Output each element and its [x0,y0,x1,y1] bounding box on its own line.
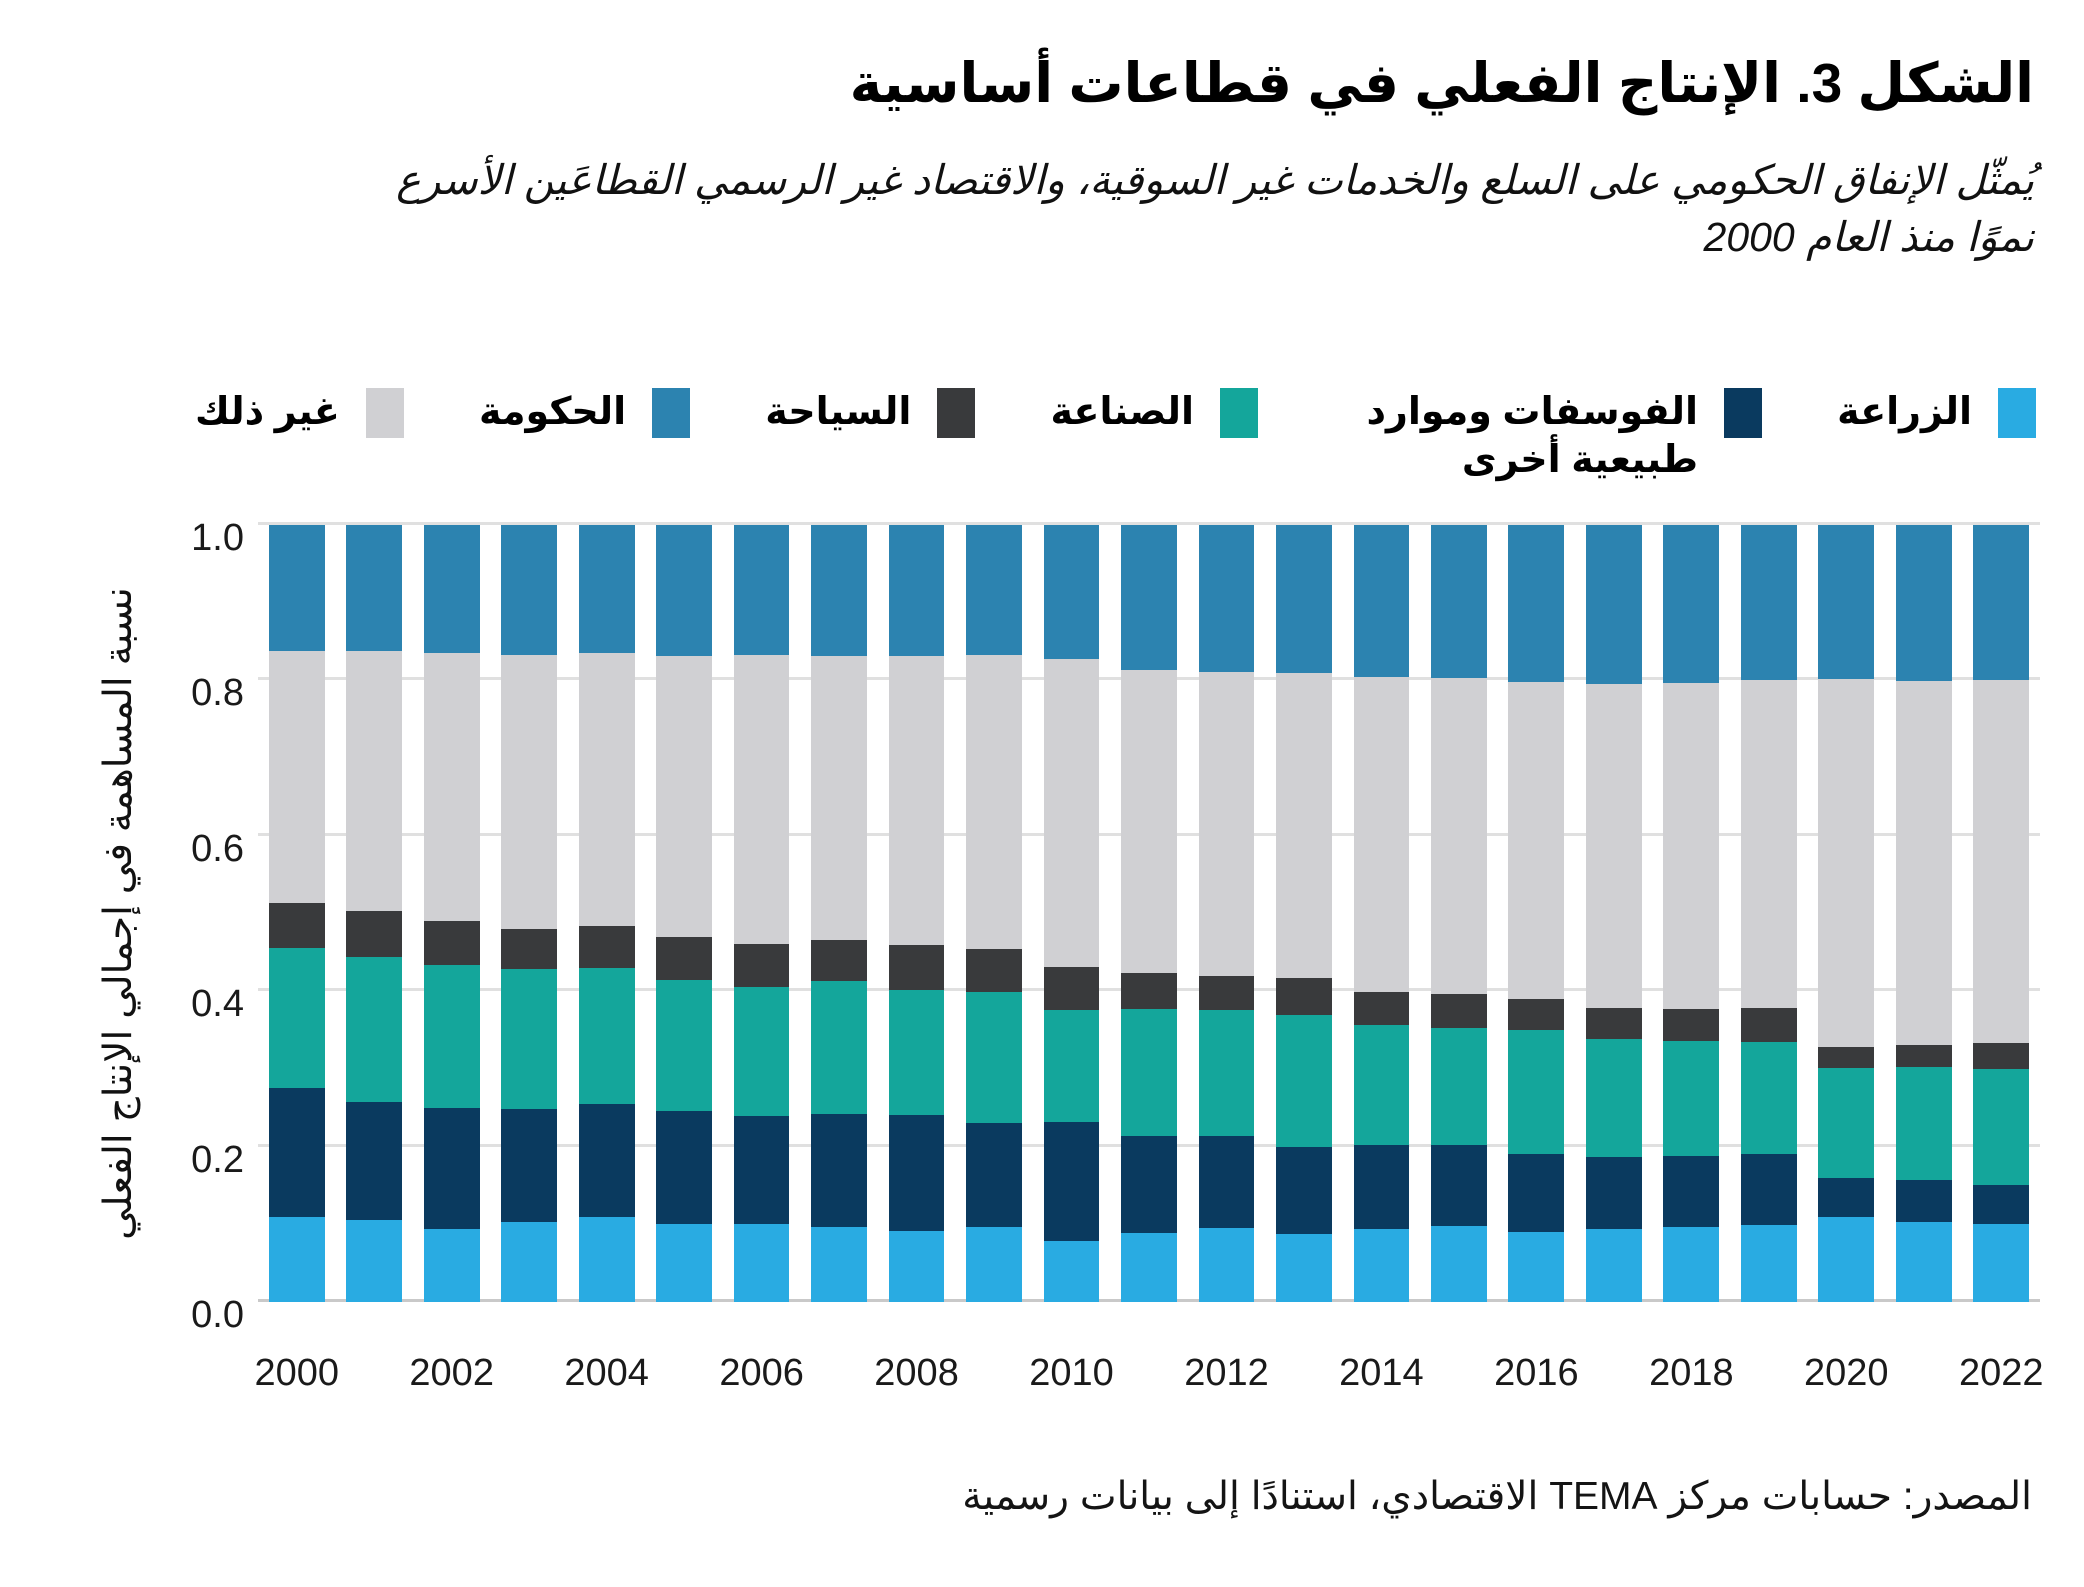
x-tick-label: 2020 [1804,1352,1889,1394]
bar-segment [1508,1232,1564,1302]
bar-segment [1508,1154,1564,1232]
bar-segment [1586,684,1642,1009]
bar-segment [1741,525,1797,680]
x-tick-label: 2014 [1339,1352,1424,1394]
bar-segment [1818,679,1874,1047]
bar-segment [1276,673,1332,978]
bar-segment [1896,681,1952,1045]
legend-swatch [652,388,690,438]
subtitle-line-2: نموًا منذ العام 2000 [1703,213,2034,260]
bar-segment [346,957,402,1102]
stacked-bar-2021 [1896,525,1952,1302]
stacked-bar-2004 [579,525,635,1302]
bar-segment [424,525,480,653]
y-tick-label: 0.6 [191,827,244,870]
bar-segment [811,525,867,656]
y-tick-label: 0.0 [191,1294,244,1336]
bar-segment [269,651,325,903]
bar-segment [501,1222,557,1302]
bar-segment [889,945,945,991]
bar-segment [269,1088,325,1216]
bar-segment [889,525,945,656]
bar-segment [1586,1008,1642,1038]
bar-segment [269,1217,325,1302]
bar-segment [1818,1178,1874,1216]
bar-segment [1508,999,1564,1030]
legend-swatch [1724,388,1762,438]
subtitle-line-1: يُمثّل الإنفاق الحكومي على السلع والخدمات غير السوقية، والاقتصاد غير الرسمي القطاعَين الأسرع [396,157,2034,203]
bar-segment [1121,525,1177,670]
plot-area [258,525,2040,1302]
bar-segment [811,1227,867,1302]
bar-segment [1199,1228,1255,1302]
bar-segment [889,1231,945,1302]
bar-segment [1818,1047,1874,1068]
bar-segment [811,981,867,1114]
bar-segment [656,656,712,937]
bar-segment [889,656,945,945]
legend-swatch [366,388,404,438]
bar-segment [1199,1136,1255,1228]
bar-segment [501,655,557,929]
bar-segment [1663,525,1719,683]
legend-label: الزراعة [1837,391,1972,433]
bar-segment [1354,1145,1410,1229]
stacked-bar-2020 [1818,525,1874,1302]
bar-segment [1276,525,1332,673]
stacked-bar-2018 [1663,525,1719,1302]
figure-subtitle [300,152,2034,265]
legend-item [765,388,975,438]
stacked-bar-2022 [1973,525,2029,1302]
bar-segment [1431,1145,1487,1226]
legend-item [195,388,404,438]
bar-segment [1044,1241,1100,1302]
bar-segment [1508,682,1564,999]
x-tick-label: 2016 [1494,1352,1579,1394]
bar-segment [889,990,945,1114]
bar-segment [1896,1180,1952,1222]
stacked-bar-2005 [656,525,712,1302]
stacked-bar-2006 [734,525,790,1302]
stacked-bar-2008 [889,525,945,1302]
bar-segment [1818,1217,1874,1302]
legend-label: غير ذلك [195,391,340,433]
bar-segment [1508,525,1564,682]
stacked-bar-2013 [1276,525,1332,1302]
legend-swatch [1998,388,2036,438]
bar-segment [1354,1229,1410,1302]
legend-label: السياحة [765,391,912,433]
bar-segment [424,921,480,965]
stacked-bar-2015 [1431,525,1487,1302]
bar-segment [1663,1156,1719,1227]
bar-segment [424,1229,480,1302]
bar-segment [656,1224,712,1302]
bar-segment [966,949,1022,993]
bar-segment [889,1115,945,1232]
bar-segment [579,653,635,926]
bar-segment [579,525,635,653]
y-tick-label: 0.4 [191,983,244,1026]
x-tick-label: 2018 [1649,1352,1734,1394]
bar-segment [1586,525,1642,684]
bar-segment [1431,1028,1487,1145]
y-tick-label: 0.2 [191,1138,244,1181]
y-tick-label: 0.8 [191,672,244,715]
bar-segment [1199,1010,1255,1136]
bar-segment [269,948,325,1088]
x-tick-label: 2022 [1958,1352,2044,1394]
legend-item [1050,388,1258,438]
bar-segment [1741,1008,1797,1042]
bar-segment [1354,1025,1410,1145]
bar-segment [734,1116,790,1223]
stacked-bar-2010 [1044,525,1100,1302]
bar-segment [734,944,790,987]
stacked-bar-2002 [424,525,480,1302]
legend-item [1837,388,2036,438]
legend-swatch [1220,388,1258,438]
stacked-bar-2012 [1199,525,1255,1302]
legend-label: الصناعة [1050,391,1194,433]
bar-segment [1818,525,1874,679]
bar-segment [1121,670,1177,974]
bar-segment [579,1217,635,1302]
bar-segment [734,655,790,944]
bar-segment [501,1109,557,1222]
bar-segment [1044,1122,1100,1241]
bar-segment [579,968,635,1104]
stacked-bar-2016 [1508,525,1564,1302]
bar-segment [1354,525,1410,677]
x-tick-label: 2004 [564,1352,649,1394]
chart-legend [195,388,2036,484]
bar-segment [1431,994,1487,1028]
bar-segment [734,525,790,655]
bar-segment [734,987,790,1117]
bar-segment [1121,1136,1177,1233]
legend-item [479,388,690,438]
bar-segment [1973,1043,2029,1069]
bar-segment [1973,1185,2029,1224]
bar-segment [1896,1067,1952,1180]
bar-segment [966,1227,1022,1302]
source-note: المصدر: حسابات مركز TEMA الاقتصادي، استنادًا إلى بيانات رسمية [962,1475,2032,1518]
bar-segment [656,525,712,656]
bar-segment [1121,1233,1177,1302]
x-tick-label: 2002 [409,1352,494,1394]
bar-segment [346,1102,402,1220]
y-tick-label: 1.0 [191,517,244,559]
bar-segment [1199,525,1255,672]
bar-segment [966,992,1022,1123]
bar-segment [579,926,635,968]
bar-segment [1199,976,1255,1009]
bar-segment [1586,1229,1642,1302]
bar-segment [1896,1045,1952,1068]
bar-segment [1663,1041,1719,1156]
stacked-bar-2017 [1586,525,1642,1302]
bar-segment [346,911,402,957]
bar-segment [1044,967,1100,1010]
bar-segment [1586,1039,1642,1157]
bar-segment [1896,1222,1952,1302]
bar-segment [1354,677,1410,992]
legend-item [1333,388,1762,484]
x-tick-label: 2010 [1029,1352,1114,1394]
bar-segment [1663,1009,1719,1041]
legend-swatch [937,388,975,438]
bar-segment [656,980,712,1111]
bar-segment [1044,525,1100,659]
x-tick-label: 2008 [874,1352,959,1394]
bar-segment [1741,1225,1797,1302]
bar-segment [1973,525,2029,680]
bar-segment [501,929,557,969]
bar-segment [424,965,480,1108]
bar-segment [1431,525,1487,678]
bar-segment [1199,672,1255,977]
bar-segment [1354,992,1410,1025]
figure-title: الشكل 3. الإنتاج الفعلي في قطاعات أساسية [849,52,2034,114]
bar-segment [346,651,402,911]
stacked-bar-2019 [1741,525,1797,1302]
bar-segment [1663,1227,1719,1302]
bar-segment [1044,659,1100,967]
bar-segment [1044,1010,1100,1122]
bar-segment [656,937,712,980]
bar-segment [346,525,402,651]
bar-segment [1741,680,1797,1007]
x-tick-label: 2012 [1184,1352,1269,1394]
stacked-bar-2000 [269,525,325,1302]
x-tick-label: 2000 [254,1352,340,1394]
stacked-bar-2007 [811,525,867,1302]
bar-segment [811,940,867,981]
bar-segment [1973,1069,2029,1186]
bar-segment [346,1220,402,1302]
bar-segment [1276,978,1332,1015]
bar-segment [966,1123,1022,1226]
bar-segment [966,655,1022,949]
bar-segment [424,1108,480,1229]
bar-segment [501,969,557,1109]
bar-segment [1276,1147,1332,1235]
bar-segment [1973,680,2029,1043]
bar-segment [811,656,867,940]
stacked-bar-2001 [346,525,402,1302]
stacked-bar-2003 [501,525,557,1302]
bar-segment [269,525,325,651]
bar-segment [656,1111,712,1224]
bar-segment [1276,1234,1332,1302]
legend-label: الفوسفات وموارد طبيعية أخرى [1366,391,1699,481]
bar-segment [269,903,325,949]
bar-segment [734,1224,790,1302]
stacked-bar-2009 [966,525,1022,1302]
bar-segment [1741,1042,1797,1155]
bar-segment [1818,1068,1874,1178]
bar-segment [1741,1154,1797,1225]
x-tick-label: 2006 [719,1352,804,1394]
bar-segment [1586,1157,1642,1229]
bar-segment [1431,1226,1487,1302]
bar-segment [1121,973,1177,1009]
bar-segment [1121,1009,1177,1136]
bar-segment [1431,678,1487,993]
bar-segment [501,525,557,655]
bar-segment [966,525,1022,655]
bar-segment [811,1114,867,1227]
bar-segment [579,1104,635,1217]
legend-label: الحكومة [478,391,627,433]
bar-segment [1663,683,1719,1009]
stacked-bar-2011 [1121,525,1177,1302]
bar-segment [424,653,480,921]
stacked-bar-2014 [1354,525,1410,1302]
bar-segment [1896,525,1952,681]
bar-segment [1276,1015,1332,1147]
bar-segment [1973,1224,2029,1302]
bar-segment [1508,1030,1564,1154]
